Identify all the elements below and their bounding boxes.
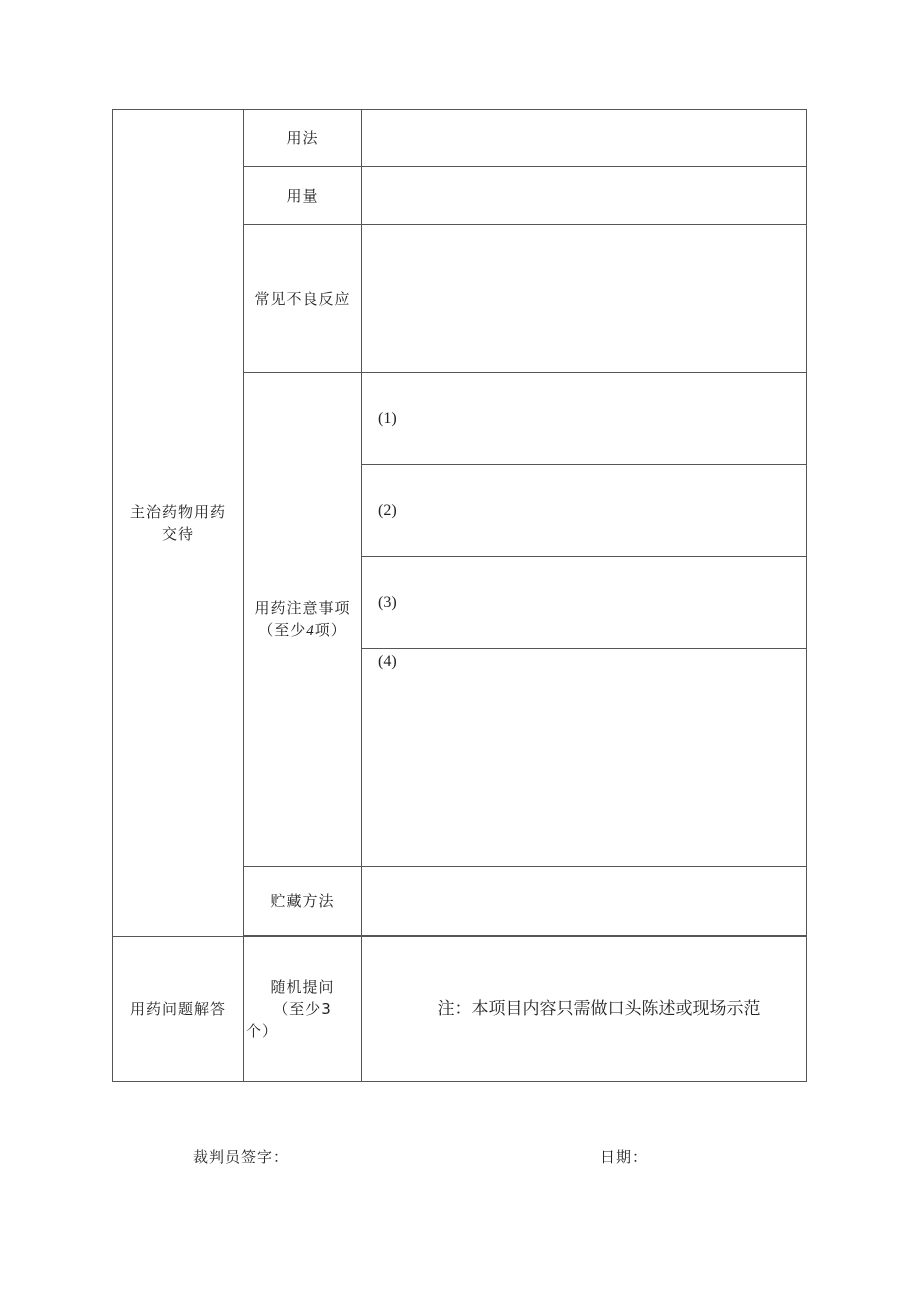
- usage-field[interactable]: [362, 110, 807, 167]
- qa-section-label: 用药问题解答: [113, 937, 244, 1082]
- precaution-field-3[interactable]: [362, 557, 807, 649]
- qa-sub-line2: （至少3: [273, 1000, 332, 1018]
- precaution-field-2[interactable]: [362, 465, 807, 557]
- storage-label: 贮藏方法: [244, 867, 362, 936]
- usage-label: 用法: [244, 110, 362, 167]
- qa-note-field[interactable]: [362, 937, 807, 1082]
- adverse-reactions-field[interactable]: [362, 225, 807, 373]
- precautions-min-number: 4: [306, 623, 315, 639]
- adverse-reactions-label: 常见不良反应: [244, 225, 362, 373]
- precautions-label-line2: [258, 621, 347, 639]
- main-drug-label-line1: 主治药物用药: [129, 503, 226, 521]
- dosage-field[interactable]: [362, 167, 807, 225]
- precautions-min-suffix: 项）: [314, 621, 347, 639]
- precautions-label: [244, 373, 362, 867]
- qa-sub-label: [244, 937, 362, 1082]
- qa-sub-line1: 随机提问: [270, 978, 335, 996]
- assessment-form-table: [112, 109, 807, 1082]
- precautions-min-prefix: （至少: [258, 621, 307, 639]
- usage-row: [113, 110, 807, 167]
- precaution-item-number: (4): [378, 653, 397, 670]
- precaution-item-number: (3): [378, 593, 397, 611]
- main-drug-label-line2: 交待: [161, 525, 194, 543]
- precaution-item-number: (2): [378, 501, 397, 519]
- qa-note-text: 注：本项目内容只需做口头陈述或现场示范: [437, 999, 761, 1018]
- precaution-field-1[interactable]: [362, 373, 807, 465]
- qa-row: [113, 937, 807, 1082]
- storage-field[interactable]: [362, 867, 807, 936]
- referee-signature-label: 裁判员签字：: [193, 1148, 290, 1166]
- main-drug-instructions-label: [113, 110, 244, 937]
- date-label: 日期：: [600, 1148, 649, 1166]
- precaution-field-4[interactable]: [362, 649, 807, 867]
- precaution-item-number: (1): [378, 409, 397, 427]
- dosage-label: 用量: [244, 167, 362, 225]
- qa-sub-line3: 个）: [246, 1022, 279, 1040]
- precautions-label-line1: 用药注意事项: [254, 599, 351, 617]
